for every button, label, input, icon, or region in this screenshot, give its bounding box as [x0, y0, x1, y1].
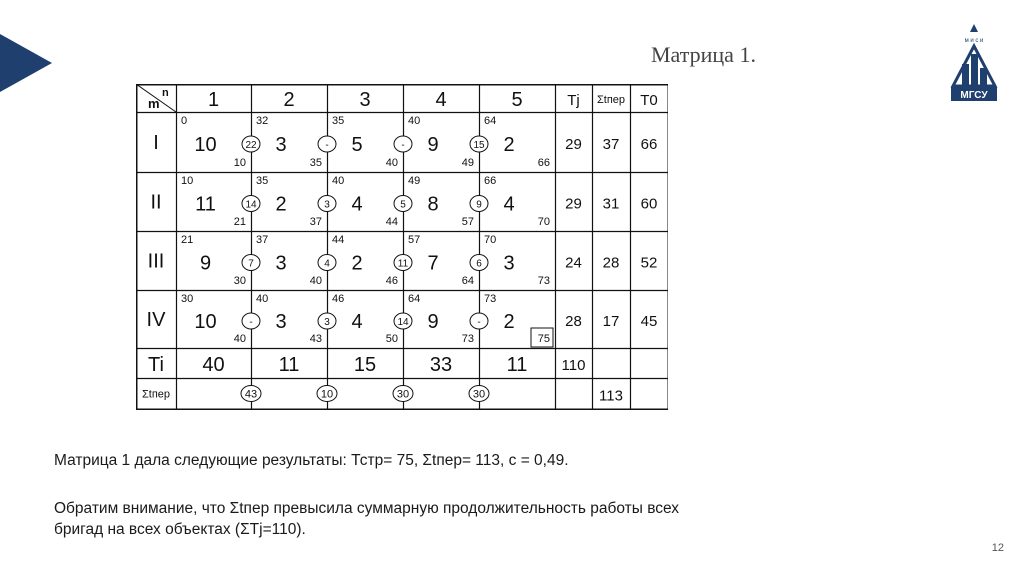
- cell-start: 37: [256, 234, 269, 246]
- results-paragraph: Матрица 1 дала следующие результаты: Тстр= 75, Σtпер= 113, с = 0,49.: [54, 452, 569, 469]
- tper-value: 10: [320, 388, 334, 401]
- idle-value: 22: [245, 140, 257, 151]
- idle-value: 9: [476, 199, 482, 211]
- idle-value: -: [401, 140, 405, 151]
- cell-duration: 8: [427, 193, 439, 216]
- cell-start: 46: [332, 293, 345, 305]
- row-tj: 29: [565, 136, 582, 153]
- cell-duration: 10: [194, 311, 217, 333]
- cell-start: 40: [256, 293, 269, 305]
- row-tj: 28: [565, 313, 582, 330]
- cell-duration: 4: [503, 193, 515, 216]
- note-line-2: бригад на всех объектах (ΣTj=110).: [54, 521, 306, 538]
- ti-value: 11: [278, 354, 300, 376]
- cell-start: 73: [484, 293, 497, 305]
- cell-duration: 9: [199, 252, 212, 275]
- cell-start: 0: [181, 115, 188, 127]
- cell-start: 64: [484, 115, 497, 127]
- row-label: III: [147, 250, 165, 273]
- col-header: 1: [207, 89, 220, 111]
- cell-end: 57: [461, 216, 474, 228]
- cell-duration: 10: [194, 134, 217, 156]
- cell-end: 50: [385, 333, 398, 345]
- corner-n: n: [162, 87, 169, 99]
- cell-start: 35: [256, 175, 269, 187]
- page-number: 12: [991, 542, 1004, 554]
- row-tj: 29: [565, 195, 582, 213]
- idle-value: 15: [473, 140, 485, 151]
- header-tj: Tj: [567, 92, 580, 109]
- idle-value: 3: [324, 199, 330, 211]
- cell-end: 35: [309, 157, 322, 169]
- cell-duration: 3: [503, 252, 515, 275]
- schedule-matrix: [136, 84, 668, 410]
- cell-end: 64: [461, 275, 474, 287]
- mgsu-logo: [949, 24, 999, 104]
- idle-value: -: [477, 317, 481, 328]
- idle-value: 11: [397, 258, 409, 270]
- decorative-arrow: [0, 34, 52, 92]
- row-tper: 17: [602, 313, 620, 330]
- ti-value: 40: [202, 354, 225, 376]
- cell-end: 70: [537, 216, 550, 228]
- idle-value: 3: [324, 317, 330, 328]
- cell-duration: 3: [275, 252, 287, 275]
- row-tj: 24: [565, 254, 582, 272]
- idle-value: 14: [245, 199, 257, 211]
- cell-end: 49: [461, 157, 474, 169]
- cell-start: 32: [256, 115, 269, 127]
- cell-end: 21: [233, 216, 246, 228]
- cell-end: 73: [461, 333, 474, 345]
- cell-start: 70: [484, 234, 497, 246]
- cell-start: 44: [332, 234, 345, 246]
- row-label: IV: [146, 309, 166, 331]
- cell-start: 21: [181, 234, 194, 246]
- cell-start: 49: [408, 175, 421, 187]
- cell-start: 40: [332, 175, 345, 187]
- cell-duration: 5: [351, 134, 363, 156]
- logo-small-text: м и с и: [964, 38, 984, 44]
- cell-duration: 2: [275, 193, 287, 216]
- tper-value: 30: [396, 388, 410, 401]
- idle-value: 4: [324, 258, 330, 270]
- slide-title: Матрица 1.: [651, 42, 756, 67]
- idle-value: 14: [397, 317, 409, 328]
- cell-start: 30: [181, 293, 194, 305]
- cell-end: 75: [537, 333, 550, 345]
- row-t0: 45: [640, 313, 658, 330]
- cell-duration: 9: [427, 311, 439, 333]
- cell-end: 73: [537, 275, 550, 287]
- cell-end: 30: [233, 275, 246, 287]
- tper-label: Σtпер: [141, 388, 171, 401]
- idle-value: -: [249, 317, 253, 328]
- cell-duration: 9: [427, 134, 439, 156]
- tper-total: 113: [599, 387, 623, 405]
- cell-start: 10: [181, 175, 194, 187]
- idle-value: -: [325, 140, 329, 151]
- cell-duration: 4: [351, 193, 363, 216]
- row-label: I: [153, 132, 159, 154]
- col-header: 4: [435, 89, 447, 111]
- cell-duration: 3: [275, 311, 287, 333]
- cell-duration: 11: [195, 193, 216, 216]
- ti-value: 15: [353, 354, 377, 376]
- cell-end: 40: [233, 333, 246, 345]
- cell-start: 35: [332, 115, 345, 127]
- col-header: 5: [511, 89, 523, 111]
- tper-value: 30: [472, 388, 486, 401]
- cell-end: 43: [309, 333, 322, 345]
- cell-end: 40: [385, 157, 398, 169]
- ti-sum: 110: [561, 357, 586, 374]
- cell-start: 57: [408, 234, 421, 246]
- cell-duration: 3: [275, 134, 287, 156]
- row-tper: 31: [602, 195, 620, 213]
- row-tper: 37: [602, 136, 620, 153]
- cell-start: 40: [408, 115, 421, 127]
- cell-end: 37: [309, 216, 322, 228]
- row-t0: 60: [640, 195, 658, 213]
- col-header: 3: [359, 89, 371, 111]
- idle-value: 6: [476, 258, 482, 270]
- col-header: 2: [283, 89, 295, 111]
- cell-end: 10: [233, 157, 246, 169]
- idle-value: 5: [400, 199, 406, 211]
- cell-start: 66: [484, 175, 497, 187]
- row-tper: 28: [602, 254, 620, 272]
- tper-value: 43: [244, 388, 258, 401]
- header-tper: Σtпер: [596, 94, 626, 106]
- cell-end: 46: [385, 275, 398, 287]
- header-t0: T0: [640, 92, 658, 109]
- cell-duration: 2: [351, 252, 363, 275]
- ti-label: Ti: [148, 354, 164, 376]
- cell-duration: 4: [351, 311, 363, 333]
- note-line-1: Обратим внимание, что Σtпер превысила суммарную продолжительность работы всех: [54, 500, 680, 517]
- row-t0: 52: [640, 254, 658, 272]
- ti-value: 33: [429, 354, 453, 376]
- row-label: II: [150, 191, 162, 214]
- cell-end: 44: [385, 216, 398, 228]
- cell-duration: 2: [503, 311, 515, 333]
- corner-m: m: [148, 96, 160, 111]
- cell-end: 40: [309, 275, 322, 287]
- logo-text: МГСУ: [960, 90, 988, 101]
- cell-duration: 7: [427, 252, 439, 275]
- cell-start: 64: [408, 293, 421, 305]
- cell-duration: 2: [503, 134, 515, 156]
- idle-value: 7: [248, 258, 254, 270]
- ti-value: 11: [506, 354, 528, 376]
- cell-end: 66: [537, 157, 550, 169]
- row-t0: 66: [640, 136, 658, 153]
